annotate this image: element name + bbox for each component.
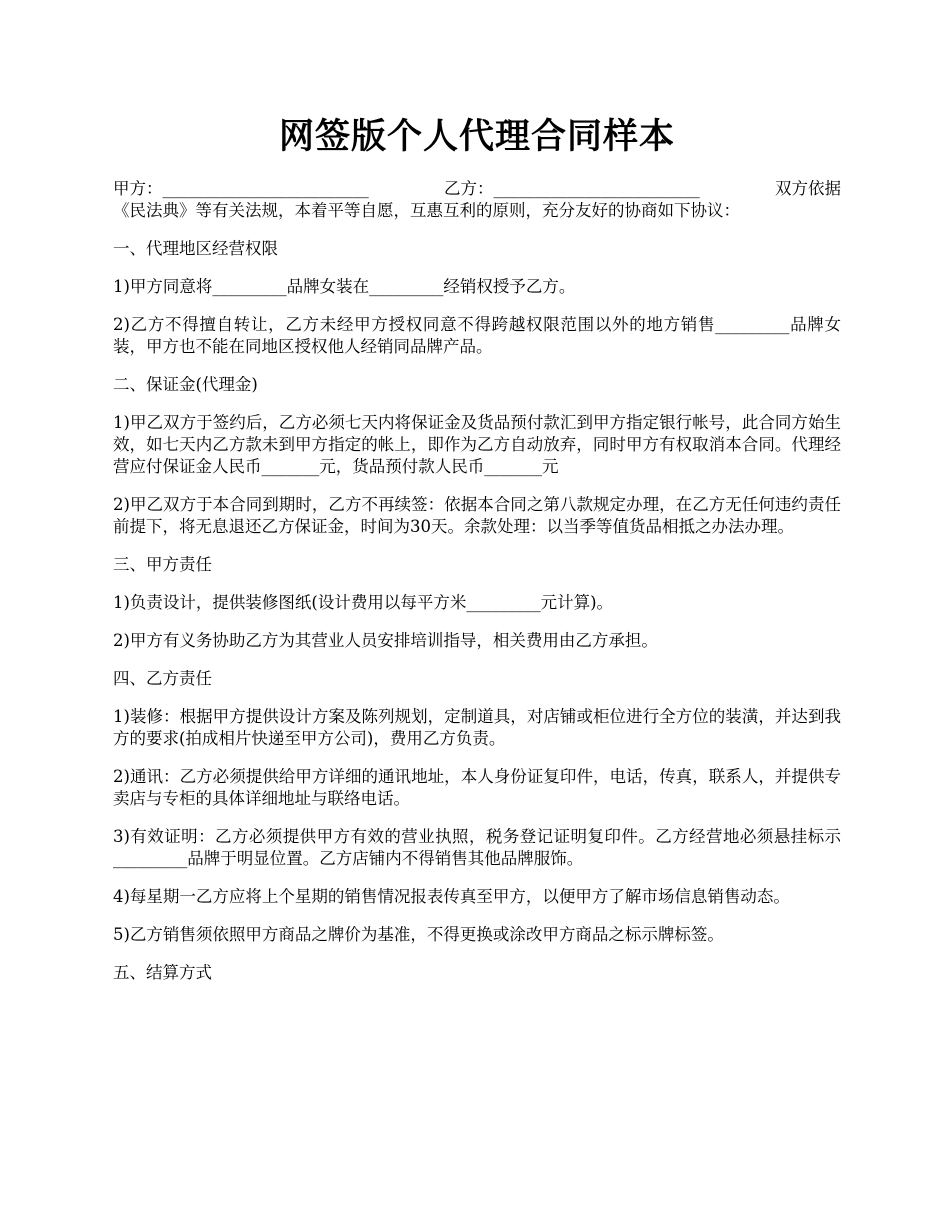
clause-4-5: 5)乙方销售须依照甲方商品之牌价为基准，不得更换或涂改甲方商品之标示牌标签。: [113, 925, 724, 944]
section-heading-4: 四、乙方责任: [113, 669, 212, 688]
clause-4-3: 3)有效证明：乙方必须提供甲方有效的营业执照，税务登记证明复印件。乙方经营地必须悬挂标示_________品牌于明显位置。乙方店铺内不得销售其他品牌服饰。: [113, 827, 841, 868]
clause-4-4: 4)每星期一乙方应将上个星期的销售情况报表传真至甲方，以便甲方了解市场信息销售动态。: [113, 887, 790, 906]
clause-2-1: 1)甲乙双方于签约后，乙方必须七天内将保证金及货品预付款汇到甲方指定银行帐号，此合同方始生效，如七天内乙方款未到甲方指定的帐上，即作为乙方自动放弃，同时甲方有权取消本合同。代理经营应付保证金人民币_______元，货品预付款人民币_______元: [113, 413, 841, 476]
document-title: 网签版个人代理合同样本: [278, 116, 675, 157]
section-heading-3: 三、甲方责任: [113, 555, 212, 574]
intro-paragraph: 《民法典》等有关法规，本着平等自愿，互惠互利的原则，充分友好的协商如下协议：: [113, 201, 740, 220]
clause-1-1: 1)甲方同意将_________品牌女装在_________经销权授予乙方。: [113, 277, 576, 296]
basis-start: 双方依据: [775, 179, 841, 198]
clause-3-2: 2)甲方有义务协助乙方为其营业人员安排培训指导，相关费用由乙方承担。: [113, 631, 658, 650]
section-heading-2: 二、保证金(代理金): [113, 375, 258, 394]
clause-4-1: 1)装修：根据甲方提供设计方案及陈列规划，定制道具，对店铺或柜位进行全方位的装潢，并达到我方的要求(拍成相片快递至甲方公司)，费用乙方负责。: [113, 707, 841, 748]
section-heading-5: 五、结算方式: [113, 963, 212, 982]
document-body: [113, 178, 841, 1000]
clause-3-1: 1)负责设计，提供装修图纸(设计费用以每平方米_________元计算)。: [113, 593, 614, 612]
party-a-field: 甲方：_________________________: [113, 179, 369, 198]
clause-1-2: 2)乙方不得擅自转让，乙方未经甲方授权同意不得跨越权限范围以外的地方销售_________品牌女装，甲方也不能在同地区授权他人经销同品牌产品。: [113, 315, 841, 356]
clause-4-2: 2)通讯：乙方必须提供给甲方详细的通讯地址，本人身份证复印件，电话，传真，联系人，并提供专卖店与专柜的具体详细地址与联络电话。: [113, 767, 841, 808]
party-b-field: 乙方：_________________________: [444, 179, 700, 198]
clause-2-2: 2)甲乙双方于本合同到期时，乙方不再续签：依据本合同之第八款规定办理，在乙方无任何违约责任前提下，将无息退还乙方保证金，时间为30天。余款处理：以当季等值货品相抵之办法办理。: [113, 495, 841, 536]
section-heading-1: 一、代理地区经营权限: [113, 239, 278, 258]
parties-line: [113, 178, 841, 200]
